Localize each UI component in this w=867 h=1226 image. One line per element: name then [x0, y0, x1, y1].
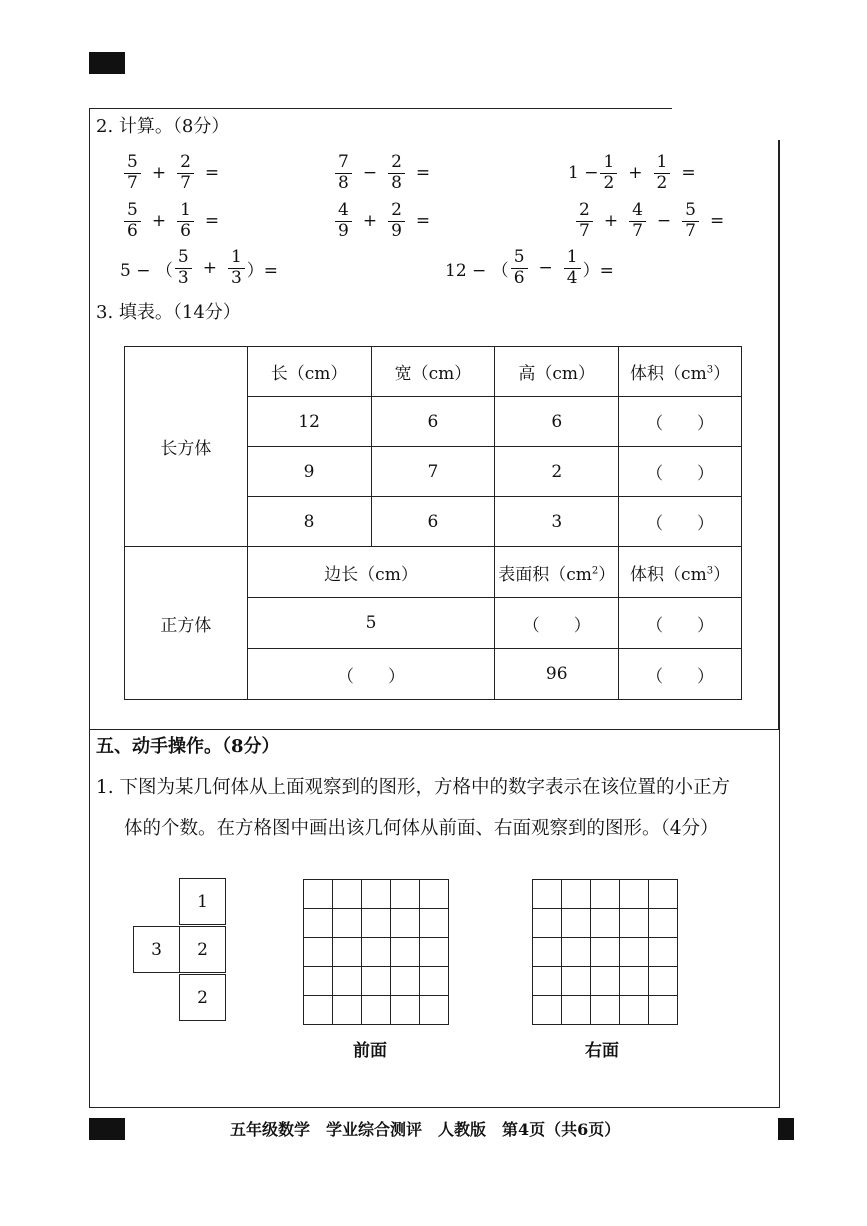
registration-mark-bottom-left	[89, 1118, 125, 1140]
top-view-cell-bottom: 2	[179, 974, 226, 1021]
header-volume: 体积$(cm^3)$	[619, 347, 742, 397]
header-length: 长（cm）	[247, 347, 371, 397]
table-cell: 12	[247, 397, 371, 447]
expr-r1-1: $\frac{5}{7}$ + $\frac{2}{7}$ =	[122, 153, 228, 193]
header-cube-volume: 体积$(cm^3)$	[619, 547, 742, 598]
cuboid-label: 长方体	[125, 347, 248, 547]
header-height: 高（cm）	[495, 347, 619, 397]
top-view-cell-top: 1	[179, 878, 226, 925]
table-cell: 5	[247, 598, 495, 649]
answer-blank[interactable]: （ ）	[247, 649, 495, 700]
upper-frame-right-edge	[778, 140, 780, 730]
front-view-grid[interactable]	[303, 879, 449, 1025]
expr-r2-1: $\frac{5}{6}$ + $\frac{1}{6}$ =	[122, 201, 228, 241]
q2-heading: 2. 计算。（8分）	[96, 116, 230, 137]
top-view-cell-middle: 2	[179, 926, 226, 973]
answer-blank[interactable]: （ ）	[619, 649, 742, 700]
table-cell: 6	[371, 397, 495, 447]
header-edge: 边长（cm）	[247, 547, 495, 598]
table-cell: 6	[371, 497, 495, 547]
expr-r3-2: 12 − （ $\frac{5}{6}$ − $\frac{1}{4}$ ）=	[445, 247, 614, 288]
table-cell: 2	[495, 447, 619, 497]
table-cell: 9	[247, 447, 371, 497]
registration-mark-bottom-right	[778, 1118, 794, 1140]
answer-blank[interactable]: （ ）	[619, 497, 742, 547]
expr-r2-3: $\frac{2}{7}$ + $\frac{4}{7}$ − $\frac{5}{7}$ =	[574, 201, 733, 241]
cube-label: 正方体	[125, 547, 248, 700]
table-cell: 7	[371, 447, 495, 497]
page-footer: 五年级数学 学业综合测评 人教版 第4页（共6页）	[230, 1120, 621, 1139]
expr-r1-3: 1 − $\frac{1}{2}$ + $\frac{1}{2}$ =	[568, 152, 696, 193]
right-view-grid[interactable]	[532, 879, 678, 1025]
table-cell: 8	[247, 497, 371, 547]
right-view-label: 右面	[585, 1041, 619, 1061]
expr-r3-1: 5 − （ $\frac{5}{3}$ + $\frac{1}{3}$ ）=	[120, 247, 279, 288]
fill-table	[124, 346, 742, 700]
answer-blank[interactable]: （ ）	[619, 598, 742, 649]
top-view-cell-left: 3	[133, 926, 180, 973]
answer-blank[interactable]: （ ）	[495, 598, 619, 649]
header-width: 宽（cm）	[371, 347, 495, 397]
table-cell: 6	[495, 397, 619, 447]
q3-heading: 3. 填表。（14分）	[96, 302, 241, 323]
table-cell: 96	[495, 649, 619, 700]
table-cell: 3	[495, 497, 619, 547]
answer-blank[interactable]: （ ）	[619, 397, 742, 447]
expr-r1-2: $\frac{7}{8}$ − $\frac{2}{8}$ =	[333, 153, 439, 193]
expr-r2-2: $\frac{4}{9}$ + $\frac{2}{9}$ =	[333, 201, 439, 241]
front-view-label: 前面	[353, 1041, 387, 1061]
section5-q1-line2: 体的个数。在方格图中画出该几何体从前面、右面观察到的图形。（4分）	[124, 818, 719, 839]
registration-mark-top-left	[89, 52, 125, 74]
header-surface-area: 表面积$(cm^2)$	[495, 547, 619, 598]
section5-q1-line1: 1. 下图为某几何体从上面观察到的图形，方格中的数字表示在该位置的小正方	[96, 777, 731, 798]
answer-blank[interactable]: （ ）	[619, 447, 742, 497]
section5-heading: 五、动手操作。（8分）	[96, 736, 280, 757]
